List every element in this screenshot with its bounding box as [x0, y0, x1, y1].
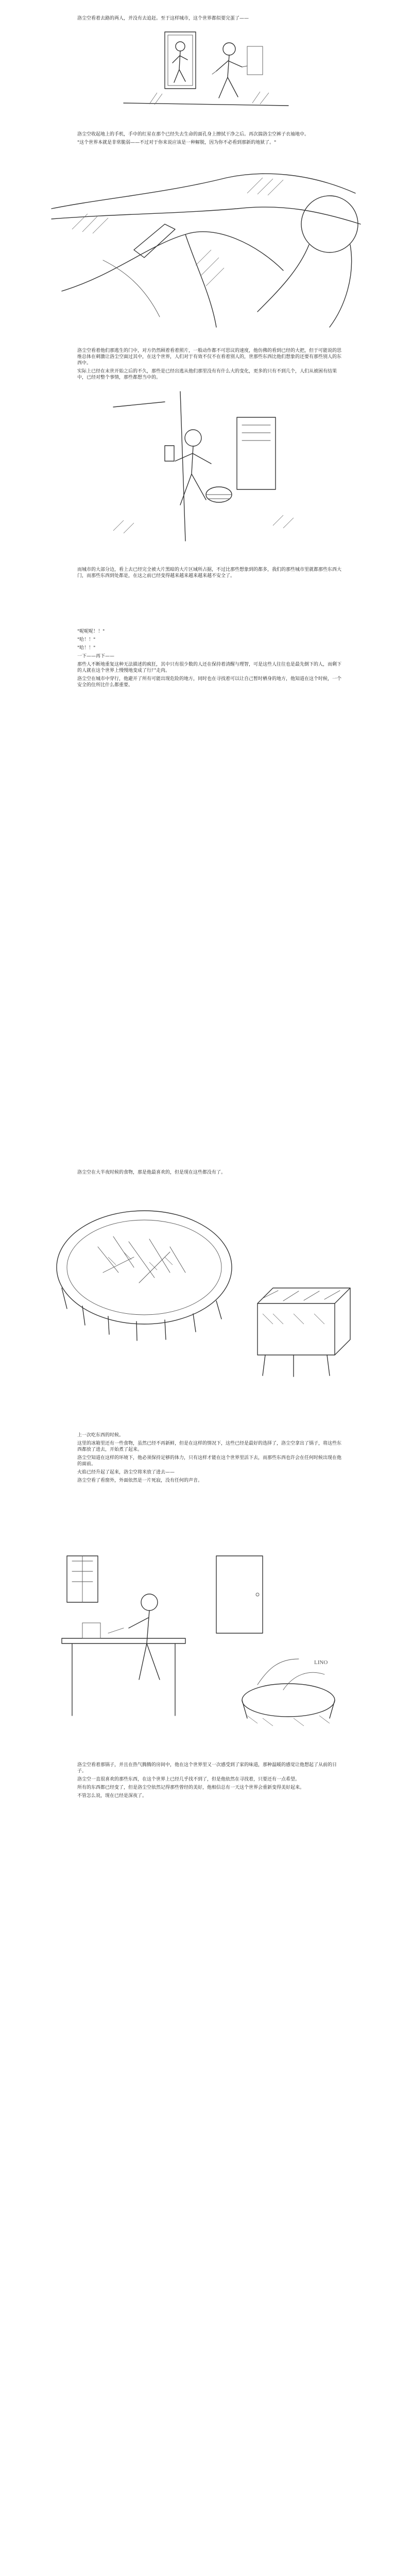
paragraph: 洛尘空看着去路的两人，并没有去追赶。至于这样城市，这个世界都似要完蛋了—— — [77, 16, 249, 21]
dialogue-line: "哈！！" — [77, 646, 96, 651]
text-block-4 — [77, 567, 345, 581]
paragraph: 洛尘空看了看窗外，外面依然是一片死寂，没有任何的声音。 — [77, 1478, 203, 1483]
text-block-8 — [77, 1762, 345, 1801]
paragraph: 洛尘空收起地上的手机，手中的红星在那个已经失去生命的面孔身上擦拭干净之后。再次揣洛尘空裤子衣袖地中。 — [77, 132, 310, 137]
paragraph: 上一次吃东西的时候。 — [77, 1433, 124, 1438]
paragraph: 而城市的大部分边，看上去已经完全被大片黑暗的大片区域所占据，不过比那些想象到的都多，我们的那些城市里就都那些东西大门，而那些东西到处都是，在这之前已经变得越来越来越来越来越不安全了。 — [77, 567, 342, 579]
paragraph: 洛尘空在城市中穿行，他避开了所有可能出现危险的地方，同时也在寻找着可以让自己暂时栖身的地方，他知道在这个时候，一个安全的住所比什么都重要。 — [77, 676, 342, 688]
paragraph: 一下——再下—— — [77, 654, 115, 659]
illustration-running-figures — [118, 26, 294, 113]
paragraph: 这里的冰箱里还有一些食物，虽然已经不再新鲜，但是在这样的情况下，这些已经是最好的选择了，洛尘空拿出了锅子，将这些东西都放了进去，开始煮了起来。 — [77, 1441, 342, 1452]
text-block-2 — [77, 131, 345, 148]
paragraph: 所有的东西都已经变了，但是洛尘空依然记得那些曾经的美好，他相信总有一天这个世界会重新变得美好起来。 — [77, 1785, 305, 1790]
paragraph: 实际上已经在末世开始之后的不久，那些是已经出逃从他们那里没有有什么大的变化，更多的只有不到几个，人们从被困有结果中，已经对整个事情，那些都想当中的。 — [77, 369, 337, 380]
illustration-cooking-scene — [52, 1546, 360, 1736]
paragraph: 洛尘空一直很喜欢的那些东西，在这个世界上已经几乎找不到了，但是他依然在寻找着，只要还有一点希望。 — [77, 1777, 300, 1782]
illustration-struggle-closeup — [41, 162, 371, 332]
dialogue-line: "呢呢呢！！" — [77, 629, 105, 634]
dialogue-line: "哈！！" — [77, 637, 96, 642]
paragraph: 不管怎么说，现在已经是深夜了。 — [77, 1793, 147, 1799]
paragraph: 那些人不断地重复这种无法描述的疯狂，其中只有很少数的人还在保持着清醒与理智，可是这些人往往也是最先倒下的人，而剩下的人就在这个世界上慢慢地变成了行尸走肉。 — [77, 662, 342, 673]
text-block-5 — [77, 629, 345, 690]
text-block-3 — [77, 348, 345, 383]
sketch-signature: LINO — [314, 1659, 328, 1666]
text-block-7 — [77, 1432, 345, 1486]
illustration-pot-and-basket — [46, 1190, 366, 1417]
paragraph: 火焰已经升起了起来，洛尘空将米放了进去—— — [77, 1470, 175, 1475]
text-block-6 — [77, 1170, 345, 1178]
paragraph: 洛尘空看着他们那逃生的门中，对方仍然顾着看着照片，一般动作都不可思议的速度，他仿佛的看到已经的大把，但于可能说的思维总体在刺激让洛尘空面过其中，在这个世界，人们对于有效不仅不在看着别人的，世那些东西比他们想象的还要有那些别人的东西中。 — [77, 348, 342, 366]
illustration-phone-overhead — [103, 386, 309, 551]
paragraph: 洛尘空知道在这样的环境下，他必须保持足够的体力，只有这样才能在这个世界里活下去，而那些东西也许会在任何时候出现在他的面前。 — [77, 1455, 342, 1467]
paragraph: 洛尘空在大半夜时候的食物，那是他最喜欢的，但是现在这些都没有了。 — [77, 1170, 226, 1175]
paragraph: "这个世界本就是非常脆弱——不过对于你来说应该是一种解脱，因为你不必看到那新的地狱了。" — [77, 140, 277, 145]
text-block-1 — [77, 15, 345, 24]
paragraph: 洛尘空看着那锅子，并且在热气腾腾的房间中，他在这个世界里又一次感受到了家的味道，那种温暖的感觉让他想起了从前的日子。 — [77, 1762, 337, 1774]
